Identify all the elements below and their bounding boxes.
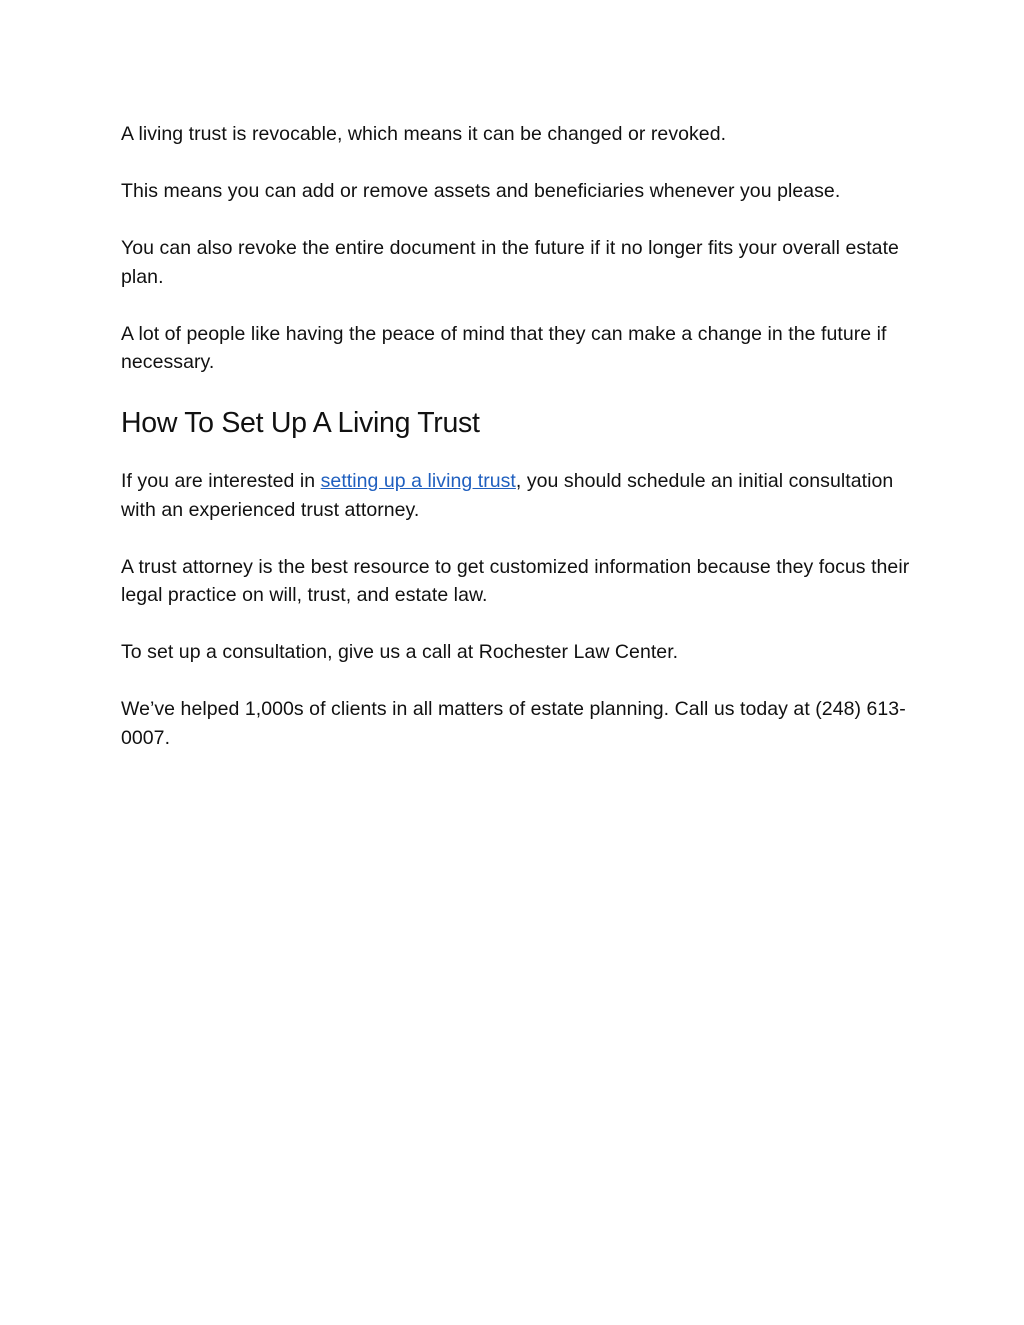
paragraph-revoke-document: You can also revoke the entire document in the future if it no longer fits your overall estate plan. [121,237,899,288]
paragraph-add-remove-assets: This means you can add or remove assets and beneficiaries whenever you please. [121,180,841,202]
paragraph-peace-of-mind: A lot of people like having the peace of mind that they can make a change in the future if necessary. [121,322,887,373]
paragraph-setup-consultation [121,467,911,524]
paragraph-revocable: A living trust is revocable, which means it can be changed or revoked. [121,123,727,145]
living-trust-link[interactable]: setting up a living trust [320,470,516,492]
document-page [121,120,911,781]
paragraph-trust-attorney: A trust attorney is the best resource to get customized information because they focus their legal practice on will, trust, and estate law. [121,555,910,606]
paragraph-call-rochester: To set up a consultation, give us a call at Rochester Law Center. [121,641,679,663]
setup-text-before-link: If you are interested in [121,470,321,492]
paragraph-call-today: We’ve helped 1,000s of clients in all matters of estate planning. Call us today at (248) 613-0007. [121,698,906,749]
section-heading: How To Set Up A Living Trust [121,407,480,439]
setup-text-after-link: , you should schedule an initial consultation with an experienced trust attorney. [121,470,894,521]
